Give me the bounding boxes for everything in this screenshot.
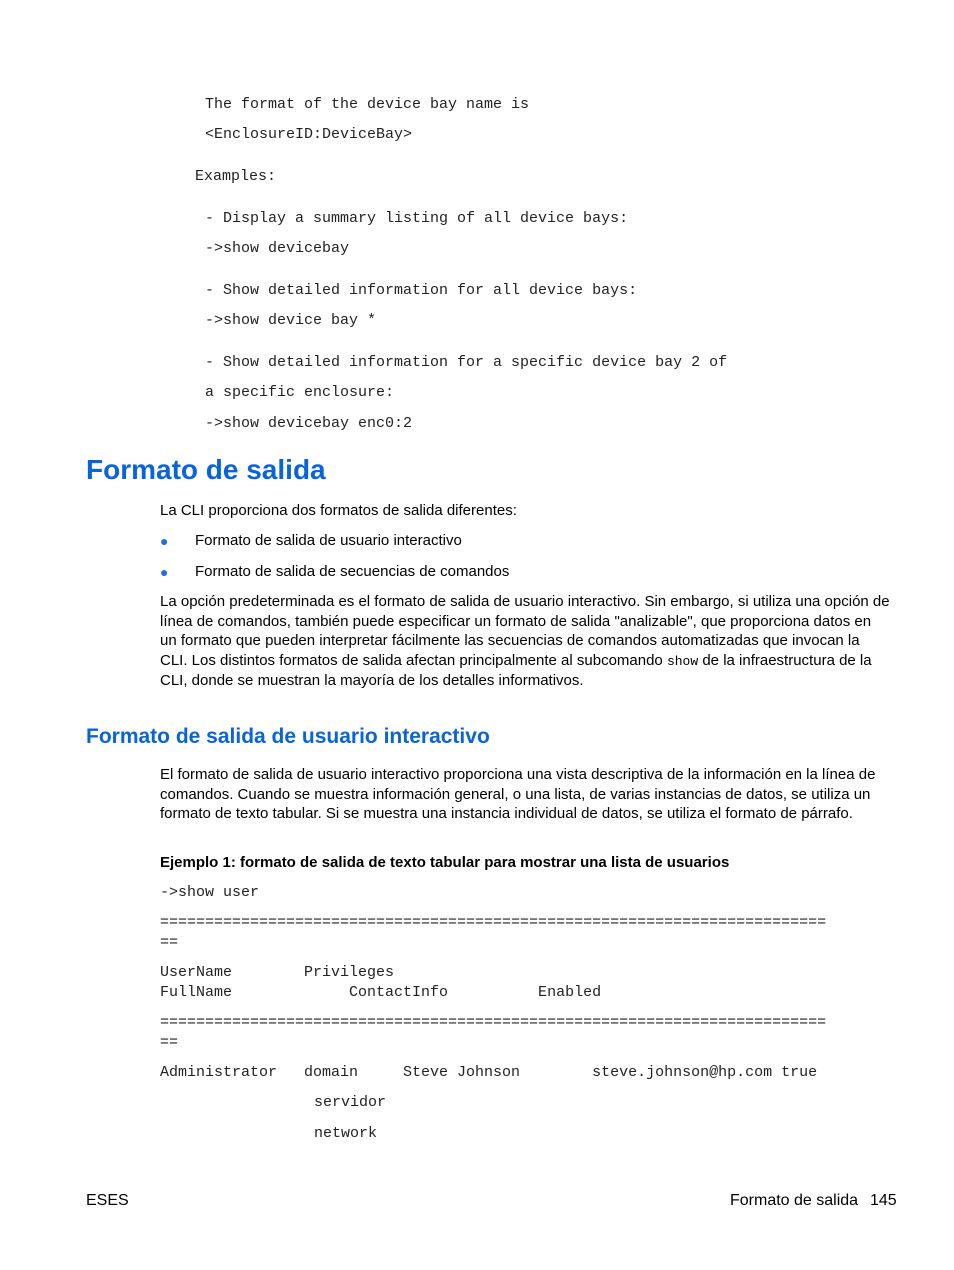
code-separator: ========================================================================== (160, 1014, 827, 1031)
bullet-text: Formato de salida de secuencias de comandos (195, 563, 510, 580)
bullet-icon: ● (160, 533, 169, 549)
code-line: ->show devicebay (205, 240, 350, 257)
code-line: Examples: (195, 168, 277, 185)
code-line: - Show detailed information for a specific device bay 2 of (205, 354, 728, 371)
code-line: ->show devicebay enc0:2 (205, 415, 413, 432)
code-line: ->show device bay * (205, 312, 377, 329)
code-line: - Display a summary listing of all device bays: (205, 210, 629, 227)
code-line: UserName Privileges (160, 964, 395, 981)
footer-left: ESES (86, 1192, 129, 1209)
code-line: FullName ContactInfo Enabled (160, 984, 602, 1001)
page-number: 145 (870, 1192, 897, 1209)
paragraph-text: La opción predeterminada es el formato de salida de usuario interactivo. Sin embargo, si utiliza una opción de línea de comandos, también puede especificar un formato de salida "analizable", que proporciona datos en un formato que pueden interpretar fácilmente las secuencias de comandos automatizadas que invocan la CLI. Los distintos formatos de salida afectan principalmente al subcomando (160, 593, 890, 669)
code-separator: == (160, 934, 179, 951)
section-paragraph (160, 592, 890, 691)
example-title: Ejemplo 1: formato de salida de texto tabular para mostrar una lista de usuarios (160, 854, 730, 871)
inline-code: show (666, 653, 699, 669)
subsection-title: Formato de salida de usuario interactivo (86, 725, 490, 748)
footer-section-label: Formato de salida (730, 1192, 859, 1209)
code-separator: == (160, 1034, 179, 1051)
code-line: servidor (314, 1094, 387, 1111)
code-line: ->show user (160, 884, 260, 901)
subsection-paragraph: El formato de salida de usuario interactivo proporciona una vista descriptiva de la información en la línea de comandos. Cuando se muestra información general, o una lista, de varias instancias de datos, se utiliza un formato de texto tabular. Si se muestra una instancia individual de datos, se utiliza el formato de párrafo. (160, 766, 876, 822)
paragraph-text: de la infraestructura de la CLI, donde se muestran la mayoría de los detalles informativos. (160, 651, 872, 689)
code-line: Administrator domain Steve Johnson steve.johnson@hp.com true (160, 1064, 818, 1081)
code-line: network (314, 1125, 378, 1142)
code-line: The format of the device bay name is (205, 96, 530, 113)
code-separator: ========================================================================== (160, 914, 827, 931)
code-line: a specific enclosure: (205, 384, 395, 401)
section-title: Formato de salida (86, 454, 326, 485)
code-line: - Show detailed information for all device bays: (205, 282, 638, 299)
code-line: <EnclosureID:DeviceBay> (205, 126, 413, 143)
bullet-text: Formato de salida de usuario interactivo (195, 532, 462, 549)
bullet-icon: ● (160, 564, 169, 580)
section-intro: La CLI proporciona dos formatos de salida diferentes: (160, 502, 517, 519)
